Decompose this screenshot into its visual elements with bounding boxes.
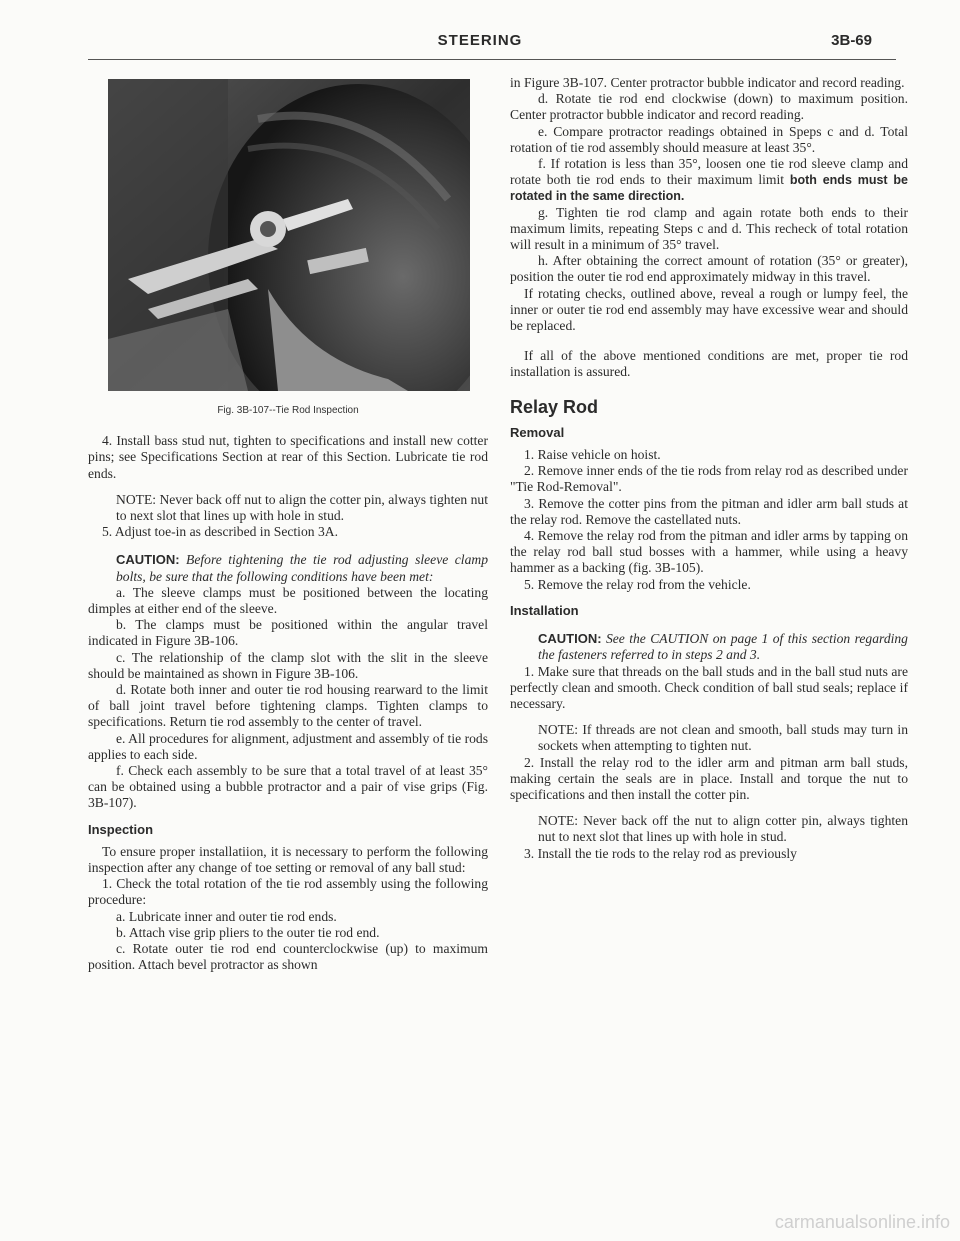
removal-step-2: 2. Remove inner ends of the tie rods from relay rod as described under "Tie Rod-Removal". — [510, 463, 908, 495]
inspection-step-1: 1. Check the total rotation of the tie rod assembly using the following procedure: — [88, 876, 488, 908]
step-f-emphasis: both ends must be rotated in the same direction. — [510, 173, 909, 204]
condition-f: f. Check each assembly to be sure that a total travel of at least 35° can be obtained using a bubble protractor and a pair of vise grips (Fig. 3B-107). — [88, 763, 488, 811]
removal-step-1: 1. Raise vehicle on hoist. — [524, 447, 661, 463]
page-header — [60, 30, 900, 52]
inspection-intro: To ensure proper installatiion, it is necessary to perform the following inspection after any change of toe setting or removal of any ball stud: — [88, 843, 488, 876]
inspection-heading: Inspection — [88, 821, 154, 837]
note-cotter-pin-2: NOTE: Never back off the nut to align cotter pin, always tighten nut to next slot that lines up with hole in stud. — [538, 813, 908, 845]
removal-heading: Removal — [510, 424, 565, 440]
install-step-3: 3. Install the tie rods to the relay rod as previously — [524, 845, 797, 861]
inspection-step-d: d. Rotate tie rod end clockwise (down) to maximum position. Center protractor bubble indicator and record reading. — [510, 91, 908, 123]
caution-label: CAUTION: — [116, 552, 180, 568]
tie-rod-photo — [108, 79, 470, 391]
removal-step-5: 5. Remove the relay rod from the vehicle. — [524, 576, 751, 592]
caution-clamp-bolts — [116, 552, 488, 584]
step-5: 5. Adjust toe-in as described in Section 3A. — [102, 524, 338, 540]
caution-text: See the CAUTION on page 1 of this section regarding the fasteners referred to in steps 2 and 3. — [538, 631, 908, 663]
condition-b: b. The clamps must be positioned within the angular travel indicated in Figure 3B-106. — [88, 617, 488, 649]
inspection-step-e: e. Compare protractor readings obtained in Speps c and d. Total rotation of tie rod assembly should measure at least 35°. — [510, 123, 908, 155]
note-cotter-pin: NOTE: Never back off nut to align the cotter pin, always tighten nut to next slot that lines up with hole in stud. — [116, 491, 488, 524]
right-column — [510, 75, 908, 862]
condition-c: c. The relationship of the clamp slot with the slit in the sleeve should be maintained as shown in Figure 3B-106. — [88, 649, 488, 681]
inspection-step-h: h. After obtaining the correct amount of rotation (35° or greater), position the outer tie rod end approximately midway in this travel. — [510, 253, 908, 285]
install-step-2: 2. Install the relay rod to the idler arm and pitman arm ball studs, making certain the seals are in place. Install and torque the nut to specifications and then install the cotter pin. — [510, 754, 908, 802]
relay-rod-heading: Relay Rod — [510, 396, 599, 417]
install-step-1: 1. Make sure that threads on the ball studs and in the ball stud nuts are perfectly clean and smooth. Check condition of ball stud seals; replace if necessary. — [510, 663, 908, 711]
condition-d: d. Rotate both inner and outer tie rod housing rearward to the limit of ball joint travel before tightening clamps. Tighten clamps to specifications. Return tie rod assembly to the center of travel. — [88, 682, 488, 730]
left-column — [88, 75, 488, 974]
caution-label: CAUTION: — [538, 631, 602, 647]
page-number: 3B-69 — [831, 32, 872, 49]
installation-heading: Installation — [510, 602, 579, 618]
header-rule — [88, 59, 896, 60]
removal-step-4: 4. Remove the relay rod from the pitman and idler arms by tapping on the relay rod ball stud bosses with a hammer, while using a heavy hammer as a backing (fig. 3B-105). — [510, 528, 908, 576]
conditions-met-paragraph: If all of the above mentioned conditions are met, proper tie rod installation is assured. — [510, 348, 908, 380]
rough-feel-paragraph: If rotating checks, outlined above, reveal a rough or lumpy feel, the inner or outer tie rod end assembly may have excessive wear and should be replaced. — [510, 285, 908, 334]
inspection-step-b: b. Attach vise grip pliers to the outer tie rod end. — [116, 924, 380, 940]
inspection-step-a: a. Lubricate inner and outer tie rod ends. — [116, 908, 337, 924]
step-4: 4. Install bass stud nut, tighten to specifications and install new cotter pins; see Specifications Section at rear of this Section. Lubricate tie rod ends. — [88, 433, 488, 481]
caution-text: Before tightening the tie rod adjusting sleeve clamp bolts, be sure that the following conditions have been met: — [116, 552, 488, 584]
inspection-step-f — [510, 156, 908, 205]
figure-tie-rod-inspection — [108, 79, 470, 391]
caution-fasteners — [538, 631, 908, 663]
step-f-text: f. If rotation is less than 35°, loosen one tie rod sleeve clamp and rotate both tie rod ends to their maximum limit — [510, 156, 908, 188]
section-title: STEERING — [437, 32, 523, 49]
inspection-step-c: c. Rotate outer tie rod end counterclockwise (up) to maximum position. Attach bevel protractor as shown — [88, 941, 488, 973]
note-threads: NOTE: If threads are not clean and smooth, ball studs may turn in sockets when attempting to tighten nut. — [538, 722, 908, 754]
watermark: carmanualsonline.info — [774, 1212, 950, 1232]
inspection-step-g: g. Tighten tie rod clamp and again rotate both ends to their maximum limits, repeating Steps c and d. This recheck of total rotation will result in a minimum of 35° travel. — [510, 204, 908, 253]
inspection-continued: in Figure 3B-107. Center protractor bubble indicator and record reading. — [510, 75, 905, 90]
figure-caption: Fig. 3B-107--Tie Rod Inspection — [217, 405, 359, 416]
condition-e: e. All procedures for alignment, adjustment and assembly of tie rods applies to each side. — [88, 730, 488, 762]
condition-a: a. The sleeve clamps must be positioned between the locating dimples at either end of the sleeve. — [88, 584, 488, 617]
removal-step-3: 3. Remove the cotter pins from the pitman and idler arm ball studs at the relay rod. Remove the castellated nuts. — [510, 495, 908, 527]
